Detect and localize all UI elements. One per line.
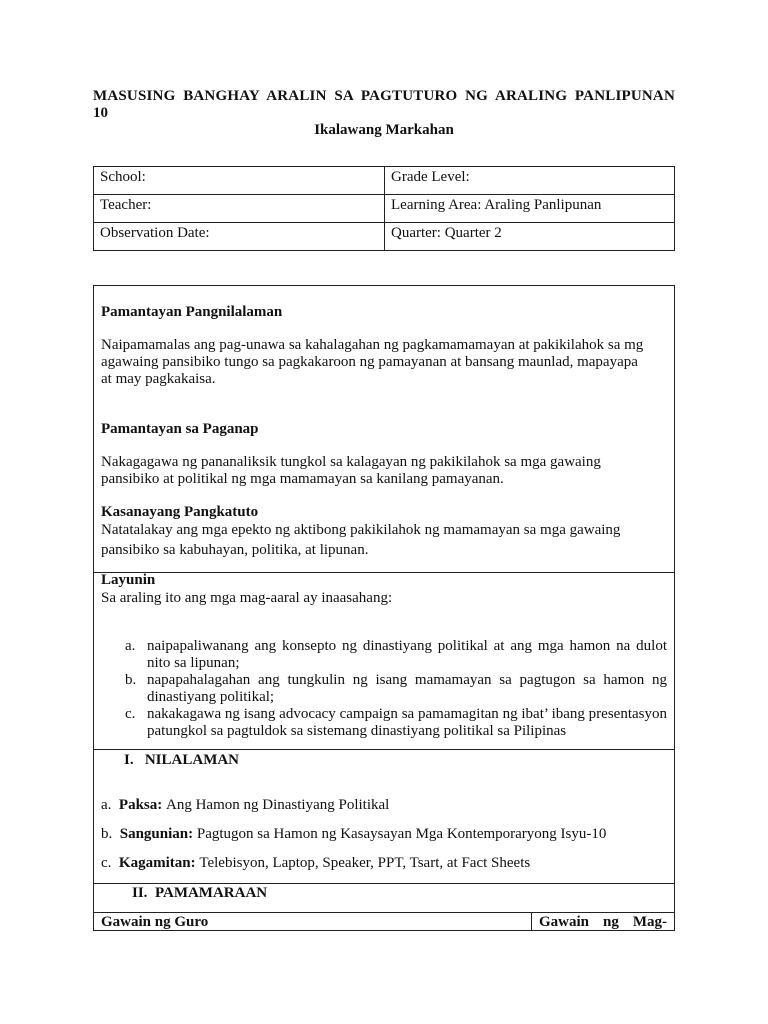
list-item: b. napapahalagahan ang tungkulin ng isang mamamayan sa pagtugon sa hamon ng dinastiyang politikal; bbox=[125, 672, 667, 705]
paksa-line: a. Paksa: Ang Hamon ng Dinastiyang Politikal bbox=[101, 797, 390, 813]
document-title-grade: 10 bbox=[93, 105, 108, 121]
table-row bbox=[94, 195, 675, 223]
school-cell: School: bbox=[94, 167, 385, 195]
content-standard-line: at may pagkakaisa. bbox=[101, 371, 216, 387]
kagamitan-line: c. Kagamitan: Telebisyon, Laptop, Speaker, PPT, Tsart, at Fact Sheets bbox=[101, 855, 531, 871]
performance-standard-line: pansibiko at politikal ng mga mamamayan sa kanilang pamayanan. bbox=[101, 471, 504, 487]
teacher-activity-header: Gawain ng Guro bbox=[101, 914, 209, 930]
student-activity-header: Gawain ng Mag- bbox=[539, 914, 667, 930]
table-row bbox=[94, 223, 675, 251]
teacher-cell: Teacher: bbox=[94, 195, 385, 223]
performance-standard-heading: Pamantayan sa Paganap bbox=[101, 421, 259, 437]
document-title: MASUSING BANGHAY ARALIN SA PAGTUTURO NG ARALING PANLIPUNAN bbox=[93, 88, 675, 104]
competency-line: pansibiko sa kabuhayan, politika, at lipunan. bbox=[101, 542, 369, 558]
observation-date-cell: Observation Date: bbox=[94, 223, 385, 251]
objectives-intro: Sa araling ito ang mga mag-aaral ay inaasahang: bbox=[101, 590, 393, 606]
info-table bbox=[93, 166, 675, 251]
competency-line: Natatalakay ang mga epekto ng aktibong pakikilahok ng mamamayan sa mga gawaing bbox=[101, 522, 621, 538]
procedure-heading: II. PAMAMARAAN bbox=[132, 885, 268, 901]
objectives-list bbox=[101, 638, 667, 740]
document-subtitle: Ikalawang Markahan bbox=[314, 122, 454, 138]
list-item: c. nakakagawa ng isang advocacy campaign sa pamamagitan ng ibat’ ibang presentasyon patungkol sa pagtuldok sa sistemang dinastiyang politikal sa Pilipinas bbox=[125, 706, 667, 739]
list-item: a. naipapaliwanang ang konsepto ng dinastiyang politikal at ang mga hamon na dulot nito sa lipunan; bbox=[125, 638, 667, 671]
content-standard-line: Naipamamalas ang pag-unawa sa kahalagahan ng pagkamamamayan at pakikilahok sa mg bbox=[101, 337, 644, 353]
lesson-plan-table bbox=[93, 285, 675, 931]
competency-heading: Kasanayang Pangkatuto bbox=[101, 504, 259, 520]
quarter-cell: Quarter: Quarter 2 bbox=[385, 223, 675, 251]
performance-standard-line: Nakagagawa ng pananaliksik tungkol sa kalagayan ng pakikilahok sa mga gawaing bbox=[101, 454, 601, 470]
content-heading: I. NILALAMAN bbox=[124, 752, 240, 768]
objectives-heading: Layunin bbox=[101, 572, 156, 588]
table-row bbox=[94, 167, 675, 195]
learning-area-cell: Learning Area: Araling Panlipunan bbox=[385, 195, 675, 223]
content-standard-line: agawaing pansibiko tungo sa pagkakaroon ng pamayanan at bansang maunlad, mapayapa bbox=[101, 354, 638, 370]
column-divider bbox=[531, 913, 532, 931]
grade-level-cell: Grade Level: bbox=[385, 167, 675, 195]
content-standard-heading: Pamantayan Pangnilalaman bbox=[101, 304, 283, 320]
sangunian-line: b. Sangunian: Pagtugon sa Hamon ng Kasaysayan Mga Kontemporaryong Isyu-10 bbox=[101, 826, 607, 842]
